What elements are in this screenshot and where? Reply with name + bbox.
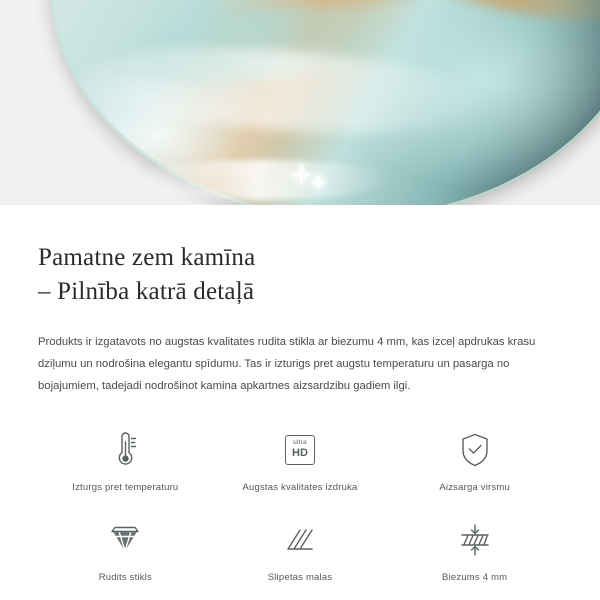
thickness-arrows-icon <box>456 517 494 563</box>
feature-label: Izturgs pret temperaturu <box>72 481 179 493</box>
feature-item-surface-protection <box>387 423 562 497</box>
headline-line-1: Pamatne zem kamīna <box>38 244 256 271</box>
product-description-text: Produkts ir izgatavots no augstas kvalitates rudita stikla ar biezumu 4 mm, kas izceļ apdrukas krasu dziļumu un nodrošina elegantu spīdumu. Tas ir izturigs pret augstu temperaturu un pasarga no bojajumiem, tadejadi nodrošinot kamina apkartnes aizsardzibu gadiem ilgi. <box>38 335 536 392</box>
feature-label: Slipetas malas <box>267 571 333 583</box>
ultra-hd-badge-top: ultra <box>293 439 307 447</box>
ultra-hd-badge-bottom: HD <box>292 446 308 459</box>
feature-item-tempered-glass <box>38 513 213 587</box>
feature-item-thickness <box>387 513 562 587</box>
page-title <box>38 241 562 309</box>
marble-streak <box>378 0 600 36</box>
polished-edges-icon <box>282 517 318 563</box>
content-section <box>0 241 600 587</box>
diamond-icon <box>106 517 144 563</box>
feature-label: Aizsarga virsmu <box>439 481 510 493</box>
headline-line-2: – Pilnība katrā detaļā <box>38 277 255 305</box>
feature-item-temperature <box>38 423 213 497</box>
shield-check-icon <box>457 427 493 473</box>
feature-label: Rudits stikls <box>98 571 152 583</box>
feature-item-polished-edges <box>213 513 388 587</box>
feature-item-print-quality <box>213 423 388 497</box>
feature-grid <box>38 423 562 587</box>
hero-image <box>0 0 600 205</box>
marble-streak <box>68 35 493 144</box>
feature-label: Augstas kvalitates izdruka <box>242 481 358 493</box>
ultra-hd-icon <box>285 427 315 473</box>
thermometer-icon <box>108 427 142 473</box>
feature-label: Biezums 4 mm <box>442 571 508 583</box>
